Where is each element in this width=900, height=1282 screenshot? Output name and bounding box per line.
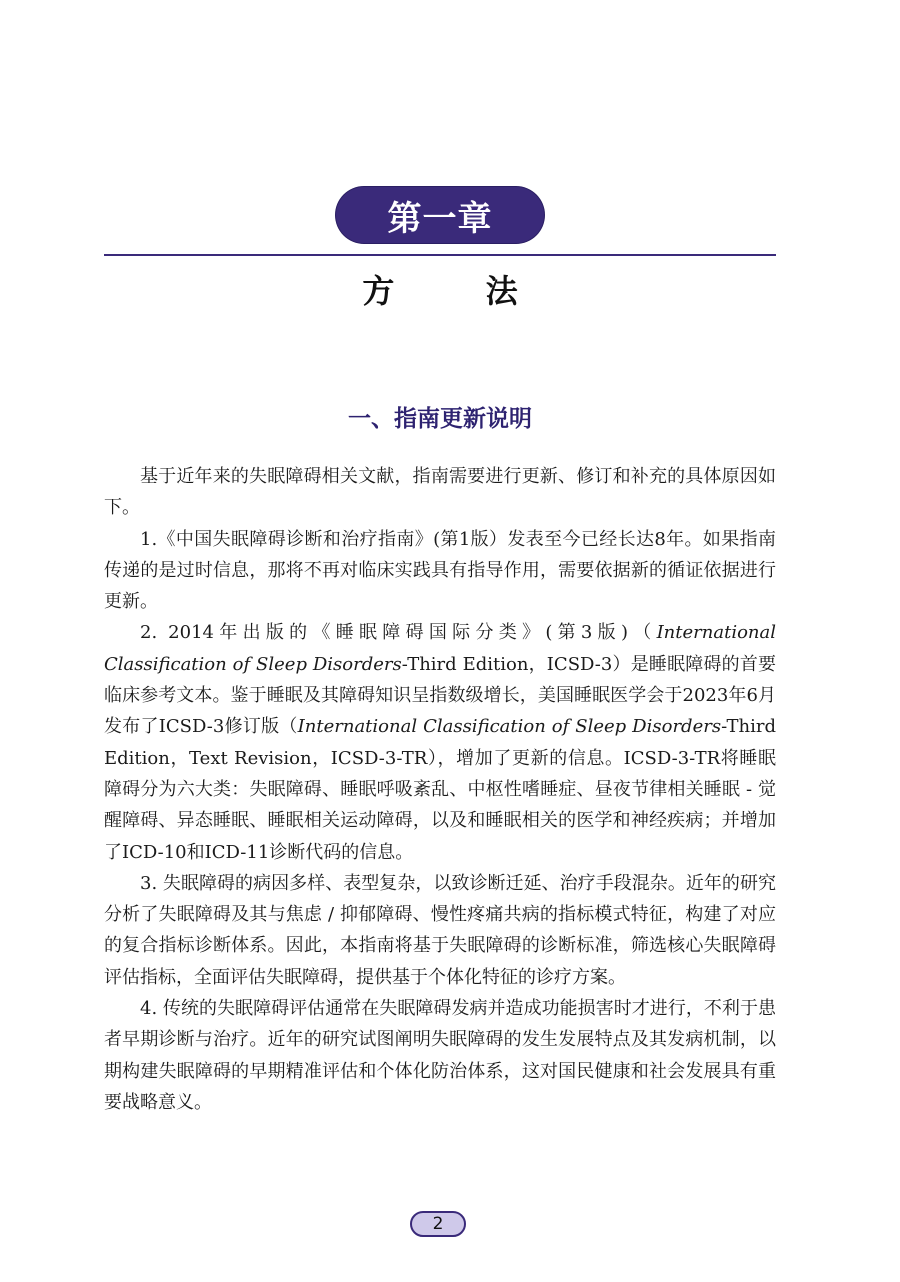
paragraph-3: 3. 失眠障碍的病因多样、表型复杂，以致诊断迁延、治疗手段混杂。近年的研究分析了失眠障碍及其与焦虑 / 抑郁障碍、慢性疼痛共病的指标模式特征，构建了对应的复合指标诊断体系。因此，本指南将基于失眠障碍的诊断标准，筛选核心失眠障碍评估指标，全面评估失眠障碍，提供基于个体化特征的诊疗方案。: [104, 872, 776, 988]
chapter-divider: [104, 254, 776, 256]
paragraph-2-part-c: -Third Edition，ICSD-3）是睡眠障碍的首要临床参考文本。鉴于睡眠及其障碍知识呈指数级增长，美国睡眠医学会于2023年6月发布了ICSD-3修订版（: [104, 653, 776, 738]
page-number: 2: [432, 1213, 444, 1234]
paragraph-2-part-a: 2. 2014年出版的《睡眠障碍国际分类》(第3版)（: [140, 622, 657, 644]
chapter-label: 第一章: [387, 198, 493, 239]
chapter-badge: [336, 187, 544, 243]
paragraph-2-part-e: -Third Edition，Text Revision，ICSD-3-TR），增加了更新的信息。ICSD-3-TR将睡眠障碍分为六大类：失眠障碍、睡眠呼吸紊乱、中枢性嗜睡症、昼夜节律相关睡眠 - 觉醒障碍、异态睡眠、睡眠相关运动障碍，以及和睡眠相关的医学和神经疾病；并增加了ICD-10和ICD-11诊断代码的信息。: [104, 716, 777, 863]
chapter-title: 方 法: [362, 272, 518, 310]
paragraph-1: 1.《中国失眠障碍诊断和治疗指南》(第1版）发表至今已经长达8年。如果指南传递的是过时信息，那将不再对临床实践具有指导作用，需要依据新的循证依据进行更新。: [104, 528, 776, 613]
page-number-badge: [410, 1211, 466, 1237]
icsd-tr-title-italic: International Classification of Sleep Disorders: [297, 716, 722, 738]
body-text: [104, 461, 776, 1118]
icsd-title-italic: International Classification of Sleep Disorders: [104, 622, 776, 675]
paragraph-intro: 基于近年来的失眠障碍相关文献，指南需要进行更新、修订和补充的具体原因如下。: [104, 466, 776, 519]
paragraph-2: [104, 617, 776, 867]
paragraph-4: 4. 传统的失眠障碍评估通常在失眠障碍发病并造成功能损害时才进行，不利于患者早期诊断与治疗。近年的研究试图阐明失眠障碍的发生发展特点及其发病机制，以期构建失眠障碍的早期精准评估和个体化防治体系，这对国民健康和社会发展具有重要战略意义。: [104, 998, 776, 1113]
section-heading: 一、指南更新说明: [348, 405, 532, 432]
